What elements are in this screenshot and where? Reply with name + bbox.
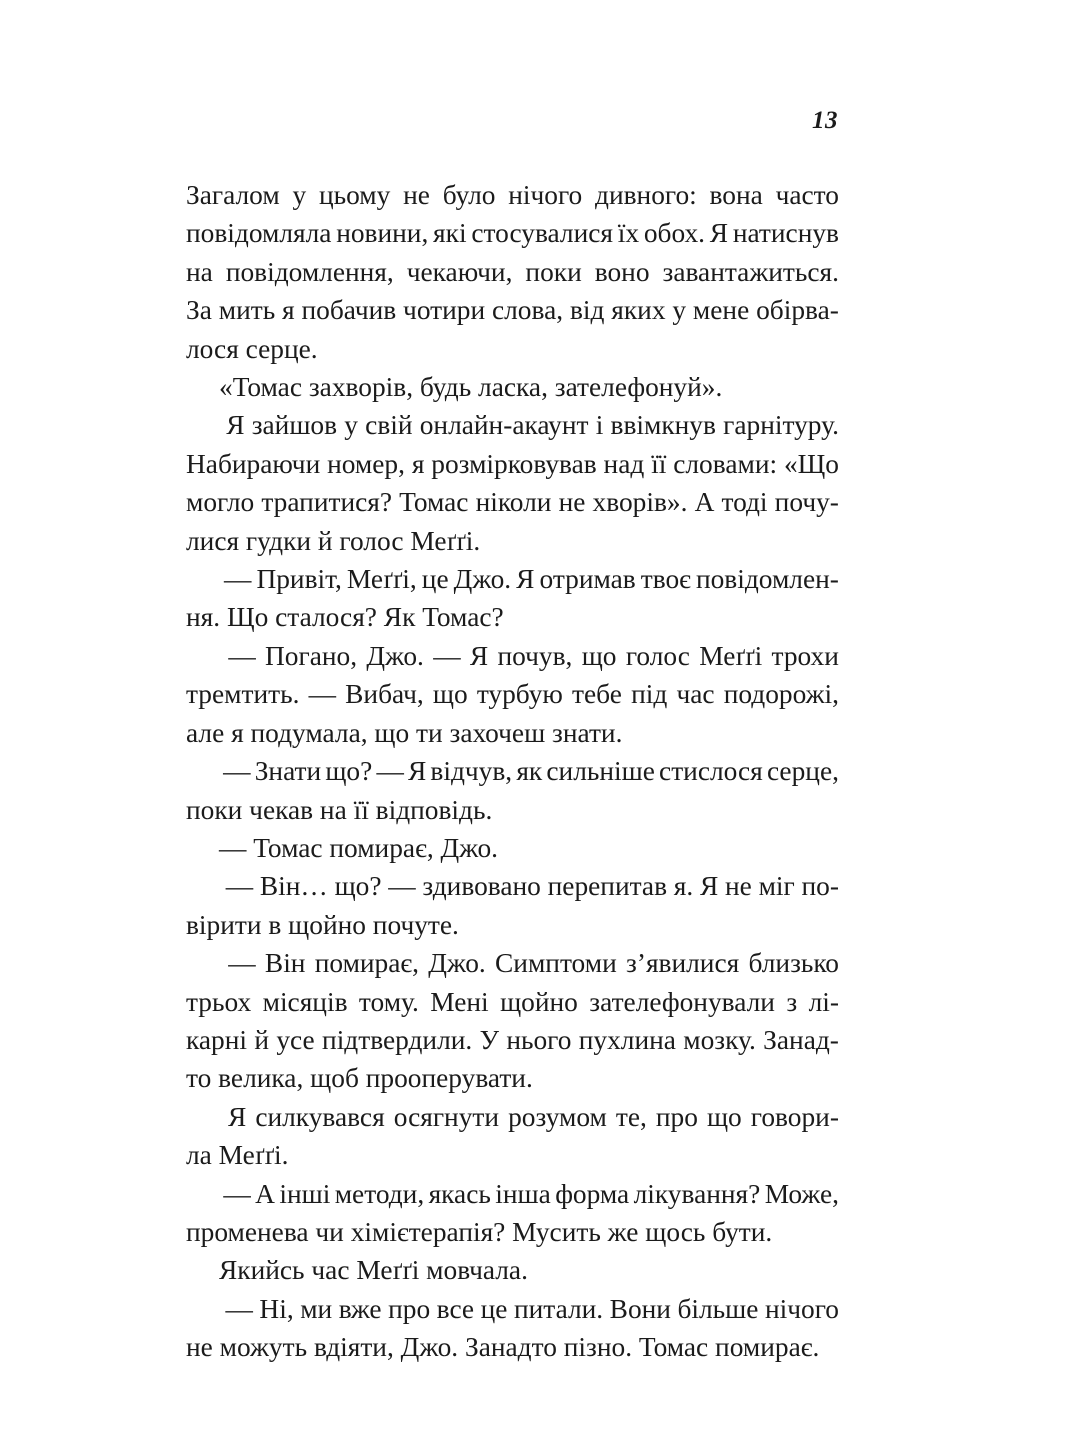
- word: нього: [506, 1024, 572, 1055]
- word: Я: [699, 871, 719, 902]
- text-line: [186, 1098, 839, 1136]
- word: я: [282, 295, 295, 326]
- word: говори-: [750, 1101, 839, 1132]
- word: чотири: [403, 295, 486, 326]
- word: Я: [228, 1101, 247, 1132]
- word: стосувалися: [471, 218, 614, 249]
- page-number: 13: [812, 107, 838, 134]
- word: помирає,: [314, 948, 420, 979]
- text-line: [186, 368, 839, 406]
- word: лікування?: [633, 1178, 761, 1209]
- text-line: [186, 330, 839, 368]
- word: тоді: [721, 487, 768, 518]
- word: що: [581, 640, 617, 671]
- word: —: [228, 640, 256, 671]
- text-line: [186, 1328, 839, 1366]
- word: —: [225, 871, 254, 902]
- paragraph-indent: [186, 637, 219, 675]
- paragraph: [186, 176, 839, 368]
- word: Він…: [259, 871, 328, 902]
- word: —: [223, 756, 251, 787]
- word: натиснув: [732, 218, 839, 249]
- paragraph: [186, 637, 839, 752]
- text-line: [186, 1021, 839, 1059]
- word: не: [403, 180, 430, 210]
- word: Мені: [430, 986, 489, 1017]
- paragraph: [186, 406, 839, 560]
- word: трохи: [771, 640, 839, 671]
- word: підтвердили.: [322, 1024, 473, 1055]
- word: Симптоми: [495, 948, 617, 979]
- word: словами:: [673, 448, 778, 479]
- word: могло: [186, 487, 255, 518]
- word: здивовано: [422, 871, 541, 902]
- word: ніколи: [475, 487, 552, 518]
- word: але я подумала, що ти захочеш знати.: [186, 717, 623, 748]
- word: дивного:: [595, 180, 697, 210]
- word: —: [224, 564, 252, 595]
- word: променева чи хімієтерапія? Мусить же щось бути.: [186, 1216, 773, 1247]
- word: Я: [407, 756, 427, 787]
- word: більше: [677, 1293, 759, 1324]
- word: —: [308, 679, 336, 710]
- word: завантажиться.: [662, 256, 839, 287]
- word: тремтить.: [186, 679, 300, 710]
- word: свій: [365, 410, 413, 441]
- word: це: [480, 1293, 508, 1324]
- text-line: [186, 483, 839, 521]
- word: то велика, щоб прооперувати.: [186, 1063, 533, 1094]
- paragraph: [186, 829, 839, 867]
- word: час: [676, 679, 715, 710]
- word: трапитися?: [261, 487, 393, 518]
- text-line: [186, 637, 839, 675]
- text-line: [186, 1175, 839, 1213]
- text-line: [186, 906, 839, 944]
- text-line: [186, 714, 839, 752]
- word: Погано,: [265, 640, 358, 671]
- text-line: [186, 867, 839, 905]
- word: стислося: [659, 756, 763, 787]
- paragraph-indent: [186, 560, 219, 598]
- word: місяців: [262, 986, 348, 1017]
- text-line: [186, 598, 839, 636]
- word: голос: [625, 640, 690, 671]
- word: нічого: [508, 180, 583, 210]
- paragraph-indent: [186, 368, 219, 406]
- word: це: [421, 564, 449, 595]
- text-line: [186, 944, 839, 982]
- word: мить: [218, 295, 276, 326]
- word: ла Меґґі.: [186, 1140, 289, 1171]
- word: форма: [555, 1178, 630, 1209]
- word: —: [225, 1293, 253, 1324]
- word: зателефонували: [589, 986, 775, 1017]
- text-line: [186, 1290, 839, 1328]
- word: було: [442, 180, 496, 210]
- word: — Томас помирає, Джо.: [219, 832, 498, 863]
- word: вона: [709, 180, 763, 210]
- word: повідомлен-: [695, 564, 839, 595]
- word: цьому: [318, 180, 391, 210]
- text-line: [186, 1251, 839, 1289]
- paragraph-indent: [186, 406, 219, 444]
- word: пухлина: [578, 1024, 676, 1055]
- word: про: [388, 1293, 431, 1324]
- text-line: [186, 829, 839, 867]
- word: зайшов: [251, 410, 338, 441]
- word: Томас: [399, 487, 469, 518]
- page-header: [186, 108, 838, 148]
- word: Я: [709, 218, 729, 249]
- paragraph: [186, 752, 839, 829]
- word: від: [569, 295, 605, 326]
- word: номер,: [327, 448, 405, 479]
- paragraph-indent: [186, 1098, 219, 1136]
- word: якась: [428, 1178, 491, 1209]
- word: що: [706, 1101, 742, 1132]
- word: у: [344, 410, 358, 441]
- word: все: [436, 1293, 475, 1324]
- text-line: [186, 675, 839, 713]
- word: Я: [516, 564, 535, 595]
- word: питали.: [513, 1293, 604, 1324]
- paragraph: [186, 867, 839, 944]
- word: Я: [469, 640, 489, 671]
- word: осягнути: [393, 1101, 500, 1132]
- word: трьох: [186, 986, 252, 1017]
- text-line: [186, 1136, 839, 1174]
- text-line: [186, 445, 839, 483]
- word: на: [186, 256, 213, 287]
- text-line: [186, 214, 839, 252]
- word: лі-: [808, 986, 839, 1017]
- word: лися гудки й голос Меґґі.: [186, 525, 481, 556]
- word: сильніше: [546, 756, 655, 787]
- word: вірити в щойно почуте.: [186, 909, 459, 940]
- word: у: [672, 295, 687, 326]
- paragraph-indent: [186, 1175, 219, 1213]
- word: методи,: [334, 1178, 425, 1209]
- text-line: [186, 291, 839, 329]
- word: її: [651, 448, 667, 479]
- word: тебе: [572, 679, 622, 710]
- word: й: [254, 1024, 270, 1055]
- word: інші: [279, 1178, 331, 1209]
- word: і: [595, 410, 604, 441]
- word: Загалом: [186, 180, 280, 210]
- word: Знати: [254, 756, 322, 787]
- paragraph: [186, 1290, 839, 1367]
- text-line: [186, 560, 839, 598]
- word: що?: [334, 871, 382, 902]
- word: Привіт,: [256, 564, 342, 595]
- word: Може,: [764, 1178, 839, 1209]
- word: над: [603, 448, 645, 479]
- word: Вибач,: [345, 679, 424, 710]
- word: під: [631, 679, 668, 710]
- word: Джо.: [453, 564, 512, 595]
- word: Набираючи: [186, 448, 321, 479]
- word: Вони: [609, 1293, 671, 1324]
- word: —: [433, 640, 461, 671]
- word: новини,: [336, 218, 429, 249]
- word: отримав: [539, 564, 636, 595]
- word: А: [694, 487, 715, 518]
- word: з’явилися: [626, 948, 740, 979]
- word: поки чекав на її відповідь.: [186, 794, 493, 825]
- word: —: [376, 756, 404, 787]
- text-line: [186, 406, 839, 444]
- paragraph: [186, 1251, 839, 1289]
- word: чекаючи,: [406, 256, 513, 287]
- word: побачив: [301, 295, 397, 326]
- word: —: [223, 1178, 251, 1209]
- word: поки: [525, 256, 582, 287]
- word: з: [786, 986, 798, 1017]
- word: Джо.: [428, 948, 486, 979]
- text-line: [186, 752, 839, 790]
- text-line: [186, 1059, 839, 1097]
- word: те,: [615, 1101, 647, 1132]
- word: ня. Що сталося? Як Томас?: [186, 602, 504, 633]
- word: онлайн-акаунт: [419, 410, 589, 441]
- word: яких: [611, 295, 666, 326]
- word: мене: [692, 295, 750, 326]
- text-line: [186, 253, 839, 291]
- word: інша: [495, 1178, 551, 1209]
- word: повідомляла: [186, 218, 332, 249]
- word: не: [558, 487, 586, 518]
- word: Ні,: [259, 1293, 294, 1324]
- word: почу-: [774, 487, 839, 518]
- paragraph: [186, 1175, 839, 1252]
- paragraph-indent: [186, 1290, 219, 1328]
- word: серце,: [766, 756, 839, 787]
- word: «Томас захворів, будь ласка, зателефонуй».: [219, 372, 723, 403]
- word: по-: [801, 871, 839, 902]
- word: Меґґі,: [346, 564, 417, 595]
- word: міг: [758, 871, 795, 902]
- word: що: [432, 679, 468, 710]
- word: —: [228, 948, 256, 979]
- word: часто: [775, 180, 839, 210]
- body-text-block: [186, 176, 839, 1367]
- word: У: [479, 1024, 499, 1055]
- word: хворів».: [592, 487, 688, 518]
- word: я.: [673, 871, 694, 902]
- text-line: [186, 1213, 839, 1251]
- paragraph: [186, 1098, 839, 1175]
- word: слова,: [491, 295, 564, 326]
- word: твоє: [640, 564, 691, 595]
- word: я: [411, 448, 425, 479]
- word: тому.: [358, 986, 419, 1017]
- paragraph-indent: [186, 867, 219, 905]
- word: нічого: [764, 1293, 839, 1324]
- word: силкувався: [255, 1101, 385, 1132]
- word: у: [292, 180, 307, 210]
- word: Меґґі: [699, 640, 763, 671]
- word: перепитав: [547, 871, 668, 902]
- word: ввімкнув: [610, 410, 716, 441]
- word: воно: [594, 256, 650, 287]
- word: розмірковував: [431, 448, 597, 479]
- paragraph-indent: [186, 829, 219, 867]
- paragraph-indent: [186, 944, 219, 982]
- paragraph: [186, 368, 839, 406]
- word: повідомлення,: [225, 256, 394, 287]
- paragraph-indent: [186, 752, 219, 790]
- word: обох.: [643, 218, 706, 249]
- text-line: [186, 791, 839, 829]
- text-line: [186, 522, 839, 560]
- text-line: [186, 983, 839, 1021]
- word: —: [388, 871, 416, 902]
- word: вже: [338, 1293, 382, 1324]
- word: які: [433, 218, 467, 249]
- word: гарнітуру.: [723, 410, 839, 441]
- word: щойно: [500, 986, 578, 1017]
- text-line: [186, 176, 839, 214]
- word: За: [186, 295, 212, 326]
- word: відчув,: [430, 756, 513, 787]
- word: мозку.: [683, 1024, 756, 1055]
- word: не можуть вдіяти, Джо. Занадто пізно. Томас помирає.: [186, 1332, 820, 1363]
- word: їх: [617, 218, 640, 249]
- paragraph: [186, 560, 839, 637]
- word: ми: [300, 1293, 333, 1324]
- word: про: [655, 1101, 698, 1132]
- word: Якийсь час Меґґі мовчала.: [219, 1255, 528, 1286]
- word: лося серце.: [186, 333, 318, 364]
- word: близько: [748, 948, 839, 979]
- word: Занад-: [763, 1024, 839, 1055]
- word: А: [255, 1178, 275, 1209]
- word: усе: [276, 1024, 315, 1055]
- word: Я: [226, 410, 245, 441]
- word: подорожі,: [723, 679, 839, 710]
- word: Він: [264, 948, 306, 979]
- word: турбую: [476, 679, 563, 710]
- paragraph: [186, 944, 839, 1098]
- word: обірва-: [756, 295, 839, 326]
- word: розумом: [508, 1101, 607, 1132]
- word: Джо.: [366, 640, 424, 671]
- word: не: [725, 871, 752, 902]
- word: що?: [325, 756, 373, 787]
- word: почув,: [497, 640, 573, 671]
- paragraph-indent: [186, 1251, 219, 1289]
- word: «Що: [783, 448, 839, 479]
- word: карні: [186, 1024, 248, 1055]
- word: як: [516, 756, 543, 787]
